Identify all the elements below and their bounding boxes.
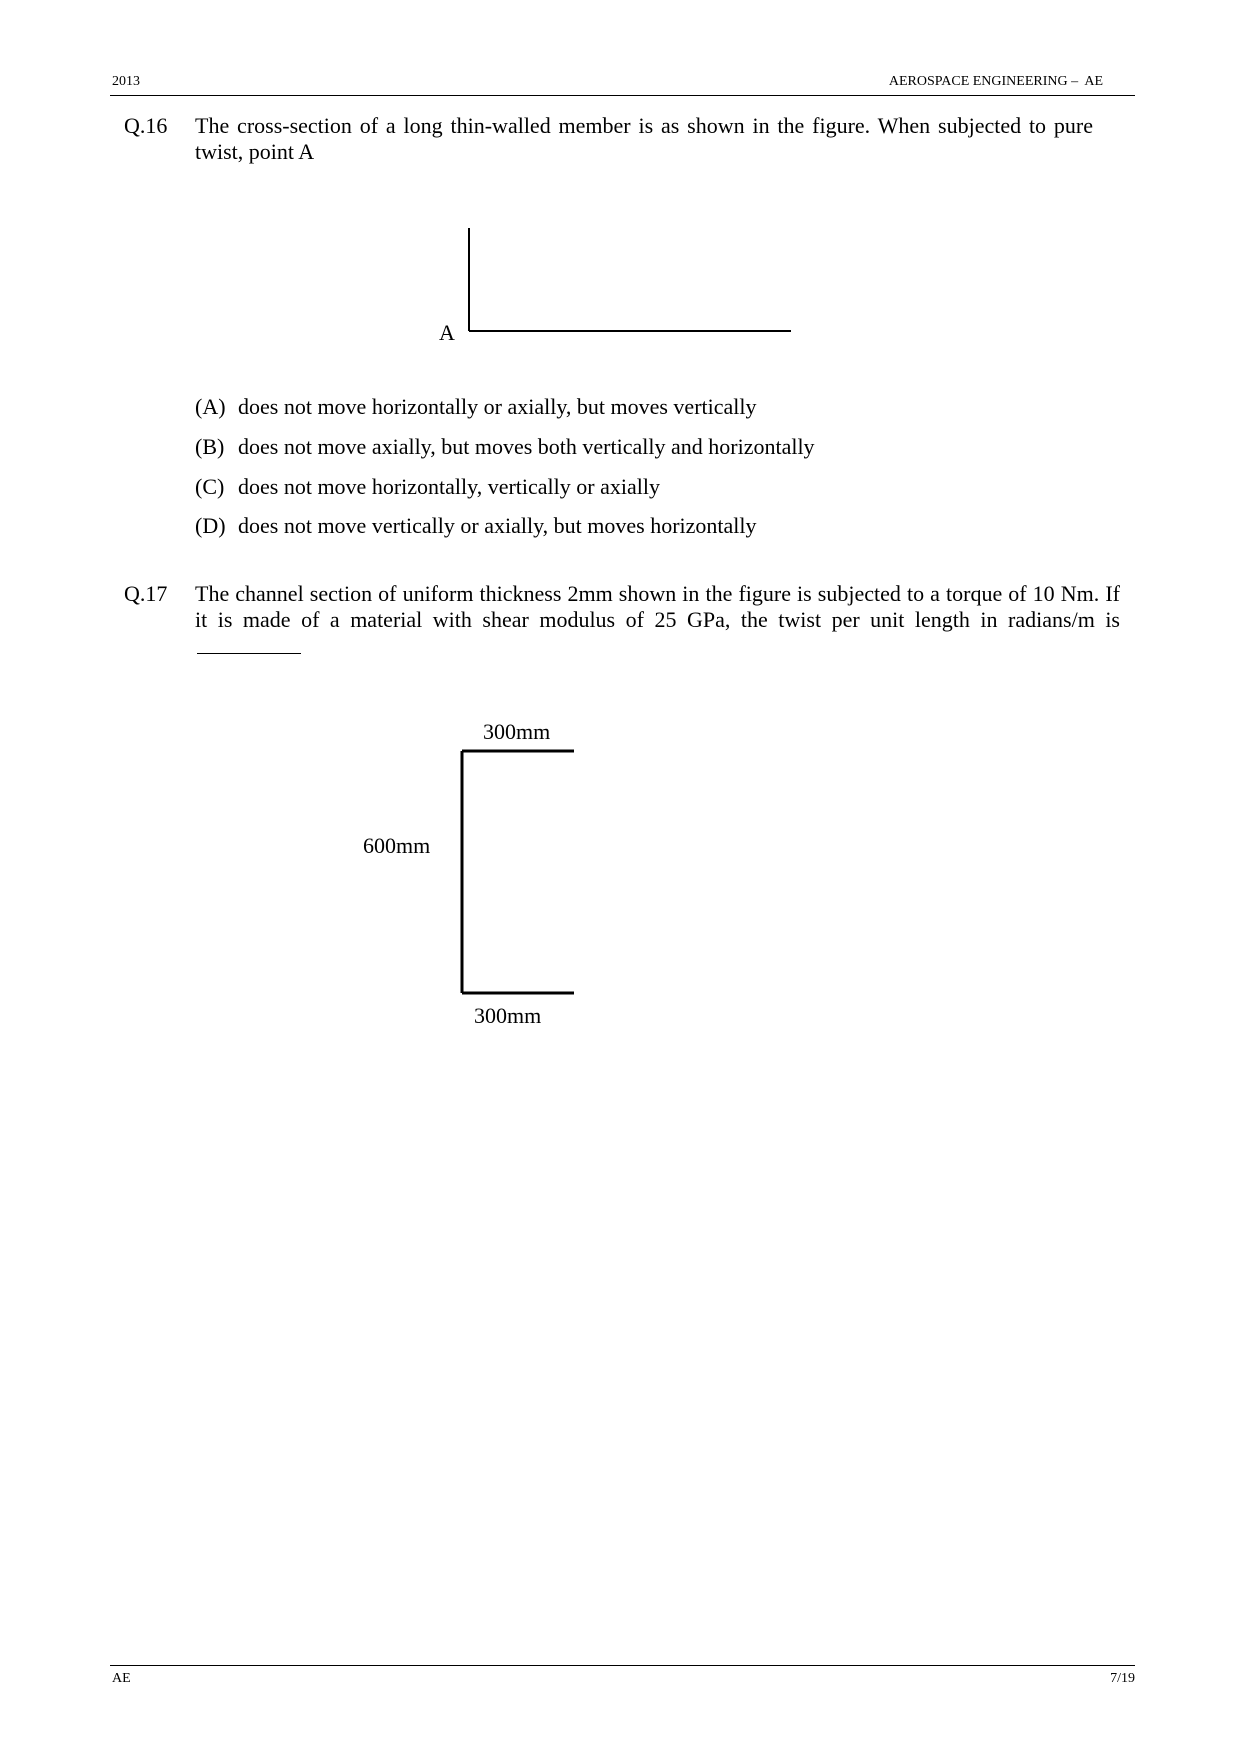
top-flange-dimension-label: 300mm [483,719,551,744]
footer-page-number: 7/19 [1110,1671,1135,1686]
question-17-text: The channel section of uniform thickness 2mm shown in the figure is subjected to a torque of 10 Nm. If it is made of a material with shear modulus of 25 GPa, the twist per unit length in radians/m is [195,581,1120,632]
question-16-number: Q.16 [124,113,168,138]
option-label: (B) [195,434,225,459]
option-text: does not move axially, but moves both vertically and horizontally [238,434,815,459]
option-text: does not move horizontally or axially, but moves vertically [238,394,757,419]
header-paper-title: AEROSPACE ENGINEERING – AE [888,74,1103,89]
web-dimension-label: 600mm [363,833,431,858]
option-label: (D) [195,513,226,538]
option-text: does not move horizontally, vertically or axially [238,474,660,499]
option-label: (A) [195,394,226,419]
question-16-text: The cross-section of a long thin-walled member is as shown in the figure. When subjected to pure twist, point A [195,113,1093,164]
footer-paper-code: AE [112,1671,131,1686]
point-a-label: A [439,320,455,345]
question-17-number: Q.17 [124,581,168,606]
header-year: 2013 [112,74,140,89]
option-label: (C) [195,474,225,499]
bottom-flange-dimension-label: 300mm [474,1003,542,1028]
footer-divider [110,1665,1135,1666]
option-text: does not move vertically or axially, but moves horizontally [238,513,757,538]
